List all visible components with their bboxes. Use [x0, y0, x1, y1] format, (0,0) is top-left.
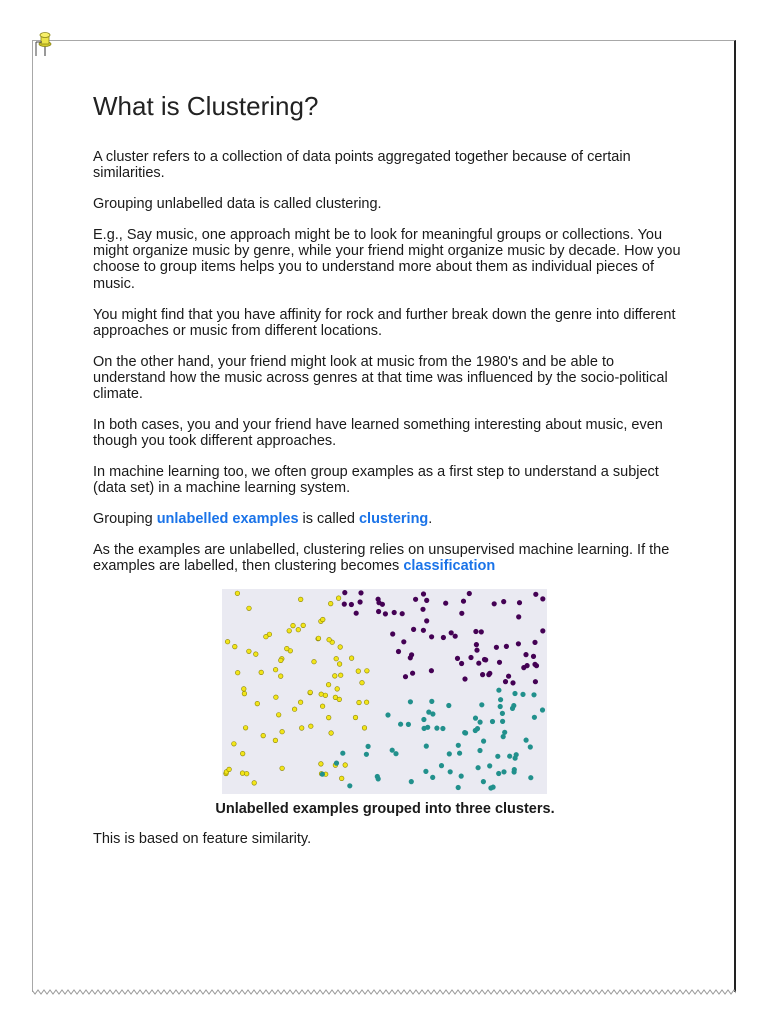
cluster-teal-point [478, 748, 483, 753]
cluster-yellow-point [312, 660, 317, 665]
cluster-yellow-point [274, 695, 279, 700]
cluster-yellow-point [339, 776, 344, 781]
cluster-yellow-point [227, 767, 232, 772]
cluster-teal-point [532, 715, 537, 720]
cluster-yellow-point [298, 597, 303, 602]
cluster-teal-point [500, 719, 505, 724]
document-content [93, 88, 683, 862]
cluster-teal-point [475, 726, 480, 731]
cluster-teal-point [489, 786, 494, 791]
cluster-purple-point [408, 656, 413, 661]
cluster-purple-point [474, 629, 479, 634]
cluster-purple-point [475, 648, 480, 653]
cluster-purple-point [402, 640, 407, 645]
cluster-scatter-plot [222, 589, 547, 794]
cluster-purple-point [449, 631, 454, 636]
cluster-purple-point [531, 654, 536, 659]
cluster-teal-point [435, 726, 440, 731]
cluster-purple-point [358, 600, 363, 605]
cluster-purple-point [421, 592, 426, 597]
cluster-teal-point [348, 784, 353, 789]
cluster-purple-point [517, 601, 522, 606]
cluster-yellow-point [255, 701, 260, 706]
cluster-yellow-point [225, 640, 230, 645]
cluster-teal-point [441, 726, 446, 731]
link-classification[interactable]: classification [403, 558, 496, 575]
page-title: What is Clustering? [93, 91, 319, 121]
cluster-teal-point [514, 753, 519, 758]
cluster-teal-point [507, 754, 512, 759]
cluster-yellow-point [244, 772, 249, 777]
cluster-teal-point [431, 712, 436, 717]
cluster-yellow-point [320, 704, 325, 709]
cluster-teal-point [476, 766, 481, 771]
cluster-yellow-point [291, 623, 296, 628]
cluster-yellow-point [357, 700, 362, 705]
paragraph-rock: You might find that you have affinity for rock and further break down the genre into different approaches or music from different locations. [93, 306, 676, 339]
cluster-teal-point [513, 691, 518, 696]
cluster-teal-point [481, 739, 486, 744]
cluster-yellow-point [235, 671, 240, 676]
paragraph-1980s: On the other hand, your friend might look at music from the 1980's and be able to understand how the music across genres at that time was influenced by the socio-political climate. [93, 353, 668, 403]
cluster-teal-point [341, 751, 346, 756]
cluster-purple-point [343, 590, 348, 595]
cluster-purple-point [413, 597, 418, 602]
cluster-teal-point [424, 769, 429, 774]
cluster-yellow-point [364, 700, 369, 705]
cluster-yellow-point [365, 669, 370, 674]
cluster-purple-point [474, 642, 479, 647]
cluster-yellow-point [299, 726, 304, 731]
link-clustering[interactable]: clustering [358, 511, 429, 528]
figure-caption: Unlabelled examples grouped into three clusters. [215, 801, 555, 818]
cluster-teal-point [528, 745, 533, 750]
cluster-teal-point [487, 764, 492, 769]
cluster-teal-point [496, 754, 501, 759]
cluster-purple-point [482, 657, 487, 662]
cluster-yellow-point [280, 730, 285, 735]
cluster-yellow-point [240, 751, 245, 756]
cluster-purple-point [396, 649, 401, 654]
cluster-yellow-point [233, 644, 238, 649]
cluster-yellow-point [276, 713, 281, 718]
pushpin-icon[interactable] [34, 30, 56, 63]
cluster-yellow-point [296, 628, 301, 633]
cluster-yellow-point [338, 673, 343, 678]
cluster-purple-point [533, 680, 538, 685]
text-fragment: is called [298, 511, 359, 528]
cluster-purple-point [429, 635, 434, 640]
cluster-purple-point [469, 655, 474, 660]
cluster-purple-point [494, 645, 499, 650]
cluster-yellow-point [254, 652, 259, 657]
cluster-purple-point [459, 661, 464, 666]
cluster-teal-point [521, 692, 526, 697]
cluster-purple-point [455, 656, 460, 661]
cluster-teal-point [498, 698, 503, 703]
cluster-purple-point [421, 607, 426, 612]
cluster-yellow-point [343, 763, 348, 768]
cluster-teal-point [478, 720, 483, 725]
cluster-yellow-point [333, 674, 338, 679]
cluster-teal-point [406, 722, 411, 727]
cluster-purple-point [467, 591, 472, 596]
cluster-purple-point [453, 634, 458, 639]
cluster-teal-point [430, 699, 435, 704]
cluster-yellow-point [356, 669, 361, 674]
link-unlabelled-examples[interactable]: unlabelled examples [156, 511, 299, 528]
cluster-yellow-point [326, 683, 331, 688]
cluster-purple-point [506, 674, 511, 679]
cluster-yellow-point [360, 681, 365, 686]
torn-edge-line [32, 990, 736, 994]
cluster-purple-point [411, 627, 416, 632]
cluster-yellow-point [316, 636, 321, 641]
paragraph-music-example: E.g., Say music, one approach might be to look for meaningful groups or collections. You might organize music by genre, while your friend might organize music by decade. How you choose to group items helps you to understand more about them as individual pieces of music. [93, 226, 681, 292]
cluster-purple-point [541, 629, 546, 634]
cluster-yellow-point [336, 596, 341, 601]
cluster-purple-point [400, 612, 405, 617]
cluster-teal-point [408, 700, 413, 705]
cluster-yellow-point [335, 687, 340, 692]
cluster-yellow-point [242, 691, 247, 696]
cluster-purple-point [410, 671, 415, 676]
cluster-teal-point [457, 751, 462, 756]
cluster-purple-point [376, 609, 381, 614]
cluster-purple-point [349, 602, 354, 607]
cluster-teal-point [439, 763, 444, 768]
cluster-yellow-point [279, 658, 284, 663]
cluster-teal-point [502, 770, 507, 775]
cluster-teal-point [496, 771, 501, 776]
paragraph-grouping: Grouping unlabelled data is called clustering. [93, 196, 382, 213]
cluster-teal-point [459, 774, 464, 779]
paragraph-machine-learning: In machine learning too, we often group examples as a first step to understand a subject (data set) in a machine learning system. [93, 464, 659, 497]
cluster-purple-point [524, 652, 529, 657]
cluster-purple-point [541, 597, 546, 602]
cluster-purple-point [377, 601, 382, 606]
cluster-yellow-point [301, 623, 306, 628]
cluster-teal-point [512, 770, 517, 775]
cluster-teal-point [320, 772, 325, 777]
paragraph-feature-similarity: This is based on feature similarity. [93, 831, 312, 848]
cluster-yellow-point [309, 724, 314, 729]
cluster-purple-point [441, 635, 446, 640]
cluster-teal-point [490, 719, 495, 724]
cluster-yellow-point [280, 766, 285, 771]
cluster-yellow-point [287, 629, 292, 634]
cluster-purple-point [516, 615, 521, 620]
cluster-teal-point [424, 744, 429, 749]
cluster-purple-point [460, 611, 465, 616]
cluster-yellow-point [349, 656, 354, 661]
cluster-yellow-point [243, 726, 248, 731]
cluster-teal-point [500, 711, 505, 716]
cluster-teal-point [512, 703, 517, 708]
cluster-yellow-point [232, 742, 237, 747]
cluster-teal-point [480, 703, 485, 708]
cluster-teal-point [398, 722, 403, 727]
cluster-purple-point [424, 619, 429, 624]
cluster-purple-point [443, 601, 448, 606]
cluster-yellow-point [319, 692, 324, 697]
cluster-teal-point [473, 716, 478, 721]
cluster-teal-point [498, 704, 503, 709]
cluster-purple-point [533, 662, 538, 667]
cluster-purple-point [488, 671, 493, 676]
cluster-purple-point [480, 672, 485, 677]
cluster-yellow-point [326, 715, 331, 720]
cluster-purple-point [342, 602, 347, 607]
cluster-teal-point [386, 713, 391, 718]
cluster-teal-point [524, 738, 529, 743]
cluster-teal-point [334, 761, 339, 766]
cluster-purple-point [429, 669, 434, 674]
cluster-teal-point [447, 752, 452, 757]
paragraph-both-cases: In both cases, you and your friend have learned something interesting about music, even though you took different approaches. [93, 417, 663, 450]
cluster-scatter-figure [222, 589, 547, 794]
text-fragment: As the examples are unlabelled, clustering relies on unsupervised machine learning. If the examples are labelled, then clustering becomes [93, 542, 670, 575]
cluster-yellow-point [247, 649, 252, 654]
cluster-teal-point [502, 730, 507, 735]
cluster-yellow-point [264, 635, 269, 640]
cluster-teal-point [364, 752, 369, 757]
cluster-yellow-point [321, 617, 326, 622]
cluster-teal-point [430, 775, 435, 780]
cluster-teal-point [366, 744, 371, 749]
cluster-teal-point [425, 725, 430, 730]
cluster-teal-point [456, 743, 461, 748]
cluster-yellow-point [353, 715, 358, 720]
cluster-purple-point [424, 598, 429, 603]
cluster-yellow-point [323, 693, 328, 698]
cluster-purple-point [383, 612, 388, 617]
cluster-purple-point [534, 592, 539, 597]
cluster-purple-point [492, 602, 497, 607]
cluster-teal-point [376, 777, 381, 782]
cluster-purple-point [522, 665, 527, 670]
cluster-teal-point [540, 708, 545, 713]
cluster-yellow-point [337, 662, 342, 667]
cluster-yellow-point [338, 645, 343, 650]
cluster-teal-point [501, 734, 506, 739]
cluster-yellow-point [261, 733, 266, 738]
cluster-purple-point [421, 628, 426, 633]
cluster-yellow-point [247, 606, 252, 611]
cluster-teal-point [532, 693, 537, 698]
cluster-teal-point [529, 776, 534, 781]
cluster-teal-point [394, 752, 399, 757]
page-torn-edge [32, 984, 736, 998]
text-fragment: Grouping [93, 511, 157, 528]
cluster-yellow-point [329, 731, 334, 736]
cluster-yellow-point [337, 697, 342, 702]
cluster-purple-point [533, 640, 538, 645]
cluster-yellow-point [292, 707, 297, 712]
cluster-teal-point [409, 779, 414, 784]
cluster-yellow-point [273, 738, 278, 743]
cluster-yellow-point [242, 687, 247, 692]
cluster-purple-point [497, 660, 502, 665]
cluster-yellow-point [362, 726, 367, 731]
cluster-purple-point [403, 675, 408, 680]
paragraph-grouping-links [93, 511, 683, 527]
cluster-yellow-point [273, 668, 278, 673]
cluster-purple-point [463, 677, 468, 682]
cluster-yellow-point [319, 762, 324, 767]
cluster-yellow-point [334, 657, 339, 662]
cluster-teal-point [497, 688, 502, 693]
cluster-purple-point [461, 599, 466, 604]
cluster-purple-point [477, 661, 482, 666]
cluster-purple-point [516, 642, 521, 647]
cluster-purple-point [354, 611, 359, 616]
cluster-yellow-point [285, 646, 290, 651]
cluster-teal-point [481, 779, 486, 784]
cluster-yellow-point [298, 700, 303, 705]
cluster-yellow-point [240, 771, 245, 776]
cluster-purple-point [359, 591, 364, 596]
cluster-yellow-point [235, 591, 240, 596]
cluster-teal-point [390, 748, 395, 753]
cluster-purple-point [504, 644, 509, 649]
cluster-teal-point [462, 730, 467, 735]
cluster-yellow-point [278, 674, 283, 679]
cluster-teal-point [447, 703, 452, 708]
cluster-purple-point [392, 610, 397, 615]
cluster-teal-point [422, 717, 427, 722]
paragraph-definition: A cluster refers to a collection of data points aggregated together because of certain similarities. [93, 149, 631, 182]
cluster-purple-point [501, 599, 506, 604]
cluster-purple-point [511, 681, 516, 686]
text-fragment: . [428, 511, 433, 528]
cluster-yellow-point [308, 690, 313, 695]
cluster-purple-point [390, 632, 395, 637]
cluster-purple-point [479, 630, 484, 635]
cluster-yellow-point [327, 638, 332, 643]
cluster-yellow-point [328, 601, 333, 606]
cluster-purple-point [503, 679, 508, 684]
cluster-yellow-point [252, 781, 257, 786]
cluster-yellow-point [259, 670, 264, 675]
paragraph-classification [93, 542, 683, 575]
cluster-teal-point [456, 785, 461, 790]
cluster-teal-point [448, 770, 453, 775]
